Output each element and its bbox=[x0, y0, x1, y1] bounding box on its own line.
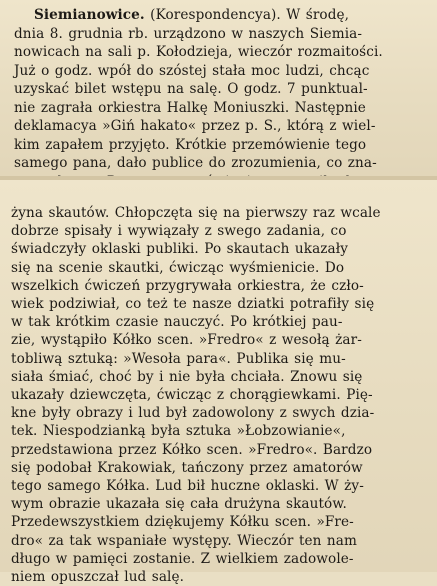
article-line: tego samego Kółka. Lud bił huczne oklaski. W ży- bbox=[11, 478, 364, 495]
article-line: kim zapałem przyjęto. Krótkie przemówienie tego bbox=[14, 136, 367, 153]
article-clipping-top bbox=[0, 0, 437, 176]
article-line: zie, wystąpiło Kółko scen. »Fredro« z wesołą żar- bbox=[11, 332, 362, 349]
article-line: się na scenie skautki, ćwicząc wyśmienicie. Do bbox=[11, 259, 345, 276]
article-line: dobrze spisały i wywiązały z swego zadania, co bbox=[11, 223, 347, 240]
article-line: ukazały dziewczęta, ćwicząc z chorągiewkami. Pię- bbox=[11, 387, 373, 404]
article-line: dnia 8. grudnia rb. urządzono w naszych Siemia- bbox=[14, 25, 363, 42]
article-line: przedstawiona przez Kółko scen. »Fredro«. Bardzo bbox=[11, 441, 373, 458]
article-line: nie zagrała orkiestra Halkę Moniuszki. Następnie bbox=[14, 99, 366, 116]
article-line: dro« za tak wspaniałe występy. Wieczór ten nam bbox=[11, 532, 357, 549]
article-line: uzyskać bilet wstępu na salę. O godz. 7 punktual- bbox=[14, 81, 368, 97]
article-heading-rest: (Korespondencya). W środę, bbox=[144, 7, 350, 23]
article-line: wszelkich ćwiczeń przygrywała orkiestra, że czło- bbox=[11, 277, 364, 294]
article-clipping-bottom bbox=[0, 180, 437, 586]
article-line: nowicach na sali p. Kołodzieja, wieczór rozmaitości. bbox=[14, 44, 383, 60]
article-line: tobliwą sztuką: »Wesoła para«. Publika się mu- bbox=[11, 350, 346, 367]
article-line: siała śmiać, choć by i nie była chciała. Znowu się bbox=[11, 368, 363, 385]
article-place-heading: Siemianowice. bbox=[34, 7, 145, 23]
article-line: wym obrazie ukazała się cała drużyna skautów. bbox=[11, 496, 347, 513]
article-line: w tak krótkim czasie nauczyć. Po krótkiej pau- bbox=[11, 314, 343, 331]
article-line bbox=[14, 6, 425, 25]
article-line: wiek podziwiał, co też te nasze dziatki potrafiły się bbox=[11, 296, 375, 313]
article-line: samego pana, dało publice do zrozumienia, co zna- bbox=[14, 155, 377, 171]
article-line: Przedewszystkiem dziękujemy Kółku scen. »Fre- bbox=[11, 514, 354, 531]
article-line: się podobał Krakowiak, tańczony przez amatorów bbox=[11, 459, 363, 476]
article-line: świadczyły oklaski publiki. Po skautach ukazały bbox=[11, 241, 349, 258]
article-line: kne były obrazy i lud był zadowolony z swych dzia- bbox=[11, 405, 375, 422]
article-line: żyna skautów. Chłopczęta się na pierwszy raz wcale bbox=[11, 205, 381, 221]
article-line: niem opuszczał lud salę. bbox=[11, 569, 185, 586]
article-line: tek. Niespodzianką była sztuka »Łobzowianie«, bbox=[11, 423, 346, 440]
article-line: Już o godz. wpół do szóstej stała moc ludzi, chcąc bbox=[14, 62, 370, 79]
article-line: długo w pamięci zostanie. Z wielkiem zadowole- bbox=[11, 550, 354, 567]
article-line: deklamacya »Giń hakato« przez p. S., którą z wiel- bbox=[14, 118, 376, 134]
